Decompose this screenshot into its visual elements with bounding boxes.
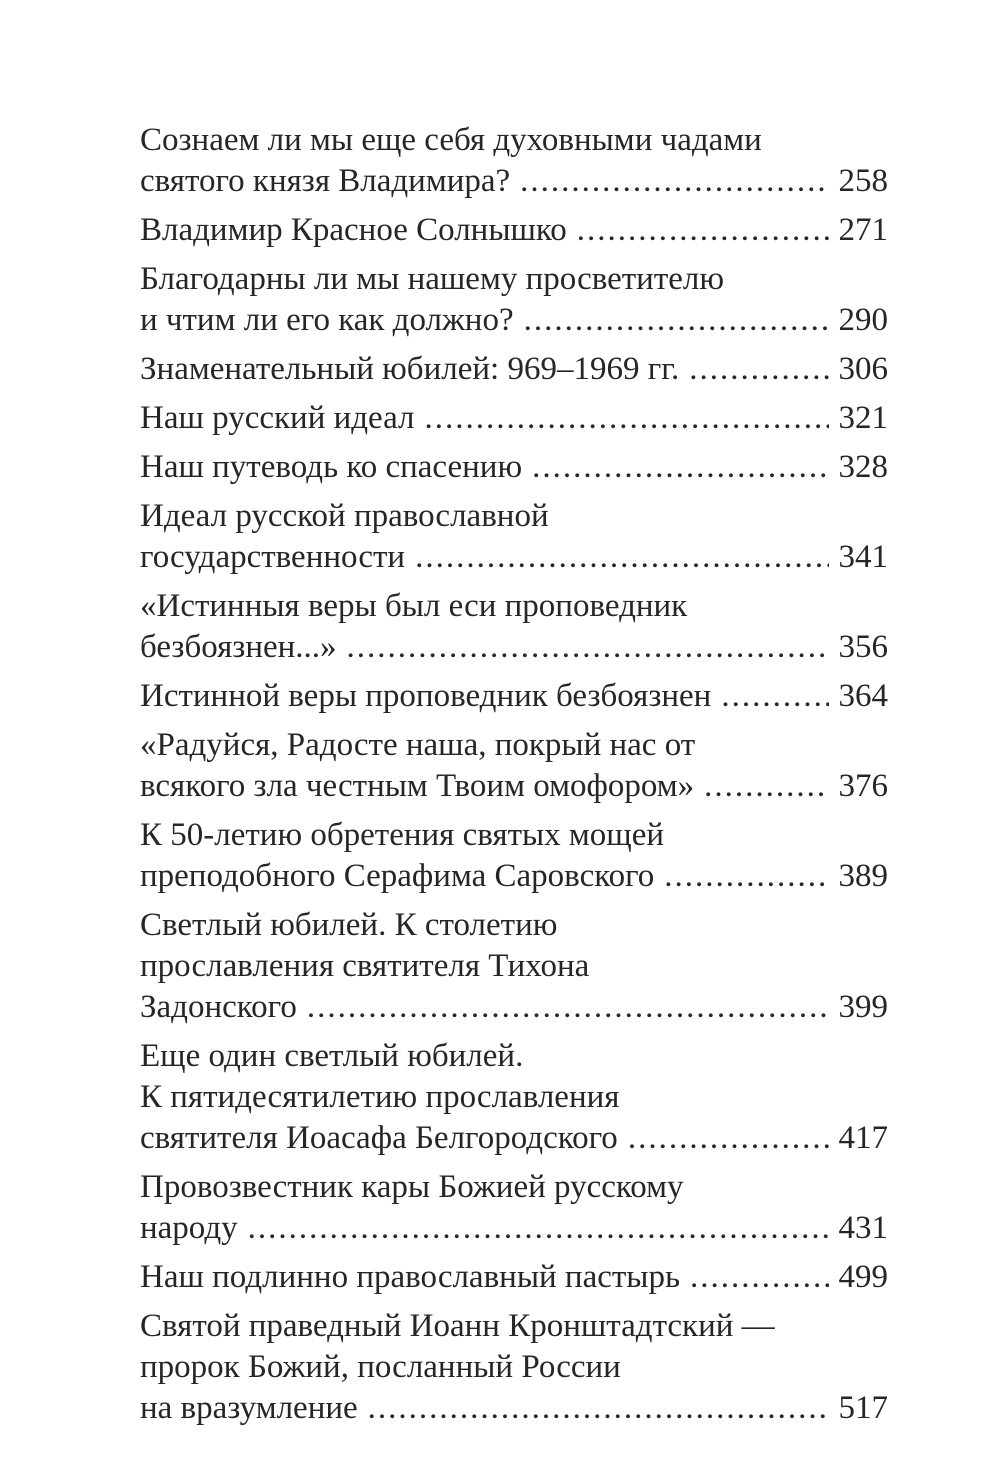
dot-leader [721, 676, 828, 717]
dot-leader [690, 1257, 828, 1298]
toc-entry-title-line: Еще один светлый юбилей. [140, 1038, 524, 1074]
toc-entry[interactable] [140, 676, 888, 717]
toc-entry[interactable] [140, 398, 888, 439]
toc-entry-title-end: на вразумление [140, 1390, 358, 1426]
toc-page-number: 356 [838, 629, 888, 665]
toc-entry-last-line [140, 1118, 888, 1159]
dot-leader [520, 161, 828, 202]
toc-entry-last-line [140, 856, 888, 897]
dot-leader [577, 210, 829, 251]
toc-entry[interactable] [140, 120, 888, 202]
toc-entry-title-line: Светлый юбилей. К столетию [140, 907, 558, 943]
toc-entry-last-line [140, 987, 888, 1028]
toc-page-number: 328 [838, 449, 888, 485]
toc-entry-title-end: Истинной веры проповедник безбоязнен [140, 678, 712, 714]
dot-leader [524, 300, 829, 341]
toc-entry[interactable] [140, 496, 888, 578]
toc-entry-last-line [140, 1388, 888, 1429]
toc-entry-title-end: Знаменательный юбилей: 969–1969 гг. [140, 351, 680, 387]
dot-leader [425, 398, 829, 439]
toc-entry-title-end: Наш подлинно православный пастырь [140, 1259, 681, 1295]
dot-leader [368, 1388, 829, 1429]
toc-entry-last-line [140, 1257, 888, 1298]
toc-entry-title-line: Сознаем ли мы еще себя духовными чадами [140, 122, 762, 158]
toc-entry[interactable] [140, 349, 888, 390]
toc-entry-last-line [140, 1208, 888, 1249]
dot-leader [307, 987, 829, 1028]
dot-leader [628, 1118, 829, 1159]
toc-page-number: 321 [838, 400, 888, 436]
toc-entry-title-line: «Радуйся, Радосте наша, покрый нас от [140, 727, 696, 763]
dot-leader [347, 627, 829, 668]
dot-leader [704, 766, 828, 807]
toc-entry-title-end: Наш русский идеал [140, 400, 415, 436]
toc-entry[interactable] [140, 1306, 888, 1429]
dot-leader [248, 1208, 829, 1249]
toc-page-number: 258 [838, 163, 888, 199]
toc-entry-title-end: преподобного Серафима Саровского [140, 858, 655, 894]
dot-leader [415, 537, 828, 578]
toc-page-number: 417 [838, 1120, 888, 1156]
toc-entry-title-end: Наш путеводь ко спасению [140, 449, 523, 485]
toc-entry-title-line: К пятидесятилетию прославления [140, 1079, 620, 1115]
toc-entry-title-end: и чтим ли его как должно? [140, 302, 514, 338]
toc-entry-last-line [140, 766, 888, 807]
toc-entry-title-line: пророк Божий, посланный России [140, 1349, 621, 1385]
toc-page-number: 376 [838, 768, 888, 804]
toc-page-number: 399 [838, 989, 888, 1025]
toc-entry-last-line [140, 627, 888, 668]
toc-page-number: 431 [838, 1210, 888, 1246]
toc-page-number: 517 [838, 1390, 888, 1426]
toc-entry[interactable] [140, 210, 888, 251]
toc-entry-title-line: Идеал русской православной [140, 498, 549, 534]
toc-entry-last-line [140, 398, 888, 439]
toc-entry-title-end: государственности [140, 539, 406, 575]
toc-entry-title-line: К 50-летию обретения святых мощей [140, 817, 665, 853]
toc-entry-title-line: Святой праведный Иоанн Кронштадтский — [140, 1308, 775, 1344]
toc-entry-title-end: безбоязнен...» [140, 629, 337, 665]
toc-entry-title-end: Задонского [140, 989, 297, 1025]
toc-entry[interactable] [140, 1036, 888, 1159]
toc-entry-last-line [140, 349, 888, 390]
toc-entry-last-line [140, 300, 888, 341]
toc-entry-last-line [140, 676, 888, 717]
toc-entry-last-line [140, 210, 888, 251]
toc-entry[interactable] [140, 1167, 888, 1249]
toc-entry[interactable] [140, 447, 888, 488]
toc-entry[interactable] [140, 725, 888, 807]
toc-page-number: 341 [838, 539, 888, 575]
toc-entry[interactable] [140, 586, 888, 668]
toc-page-number: 499 [838, 1259, 888, 1295]
toc-entry-title-end: святителя Иоасафа Белгородского [140, 1120, 618, 1156]
dot-leader [689, 349, 828, 390]
toc-page-number: 271 [838, 212, 888, 248]
toc-entry[interactable] [140, 259, 888, 341]
dot-leader [664, 856, 828, 897]
toc-entry-title-line: Провозвестник кары Божией русскому [140, 1169, 684, 1205]
toc-entry-last-line [140, 161, 888, 202]
toc-page-number: 306 [838, 351, 888, 387]
toc-entry-title-end: народу [140, 1210, 238, 1246]
toc-entry[interactable] [140, 1257, 888, 1298]
toc-entry-title-end: всякого зла честным Твоим омофором» [140, 768, 695, 804]
toc-entry-last-line [140, 537, 888, 578]
toc-page-number: 389 [838, 858, 888, 894]
table-of-contents [140, 120, 888, 1437]
toc-page-number: 290 [838, 302, 888, 338]
toc-entry-title-line: Благодарны ли мы нашему просветителю [140, 261, 725, 297]
toc-entry[interactable] [140, 815, 888, 897]
dot-leader [532, 447, 828, 488]
toc-entry-title-end: святого князя Владимира? [140, 163, 511, 199]
toc-page-number: 364 [838, 678, 888, 714]
toc-entry-title-end: Владимир Красное Солнышко [140, 212, 567, 248]
toc-entry[interactable] [140, 905, 888, 1028]
toc-entry-title-line: прославления святителя Тихона [140, 948, 590, 984]
toc-entry-last-line [140, 447, 888, 488]
toc-entry-title-line: «Истинныя веры был еси проповедник [140, 588, 688, 624]
